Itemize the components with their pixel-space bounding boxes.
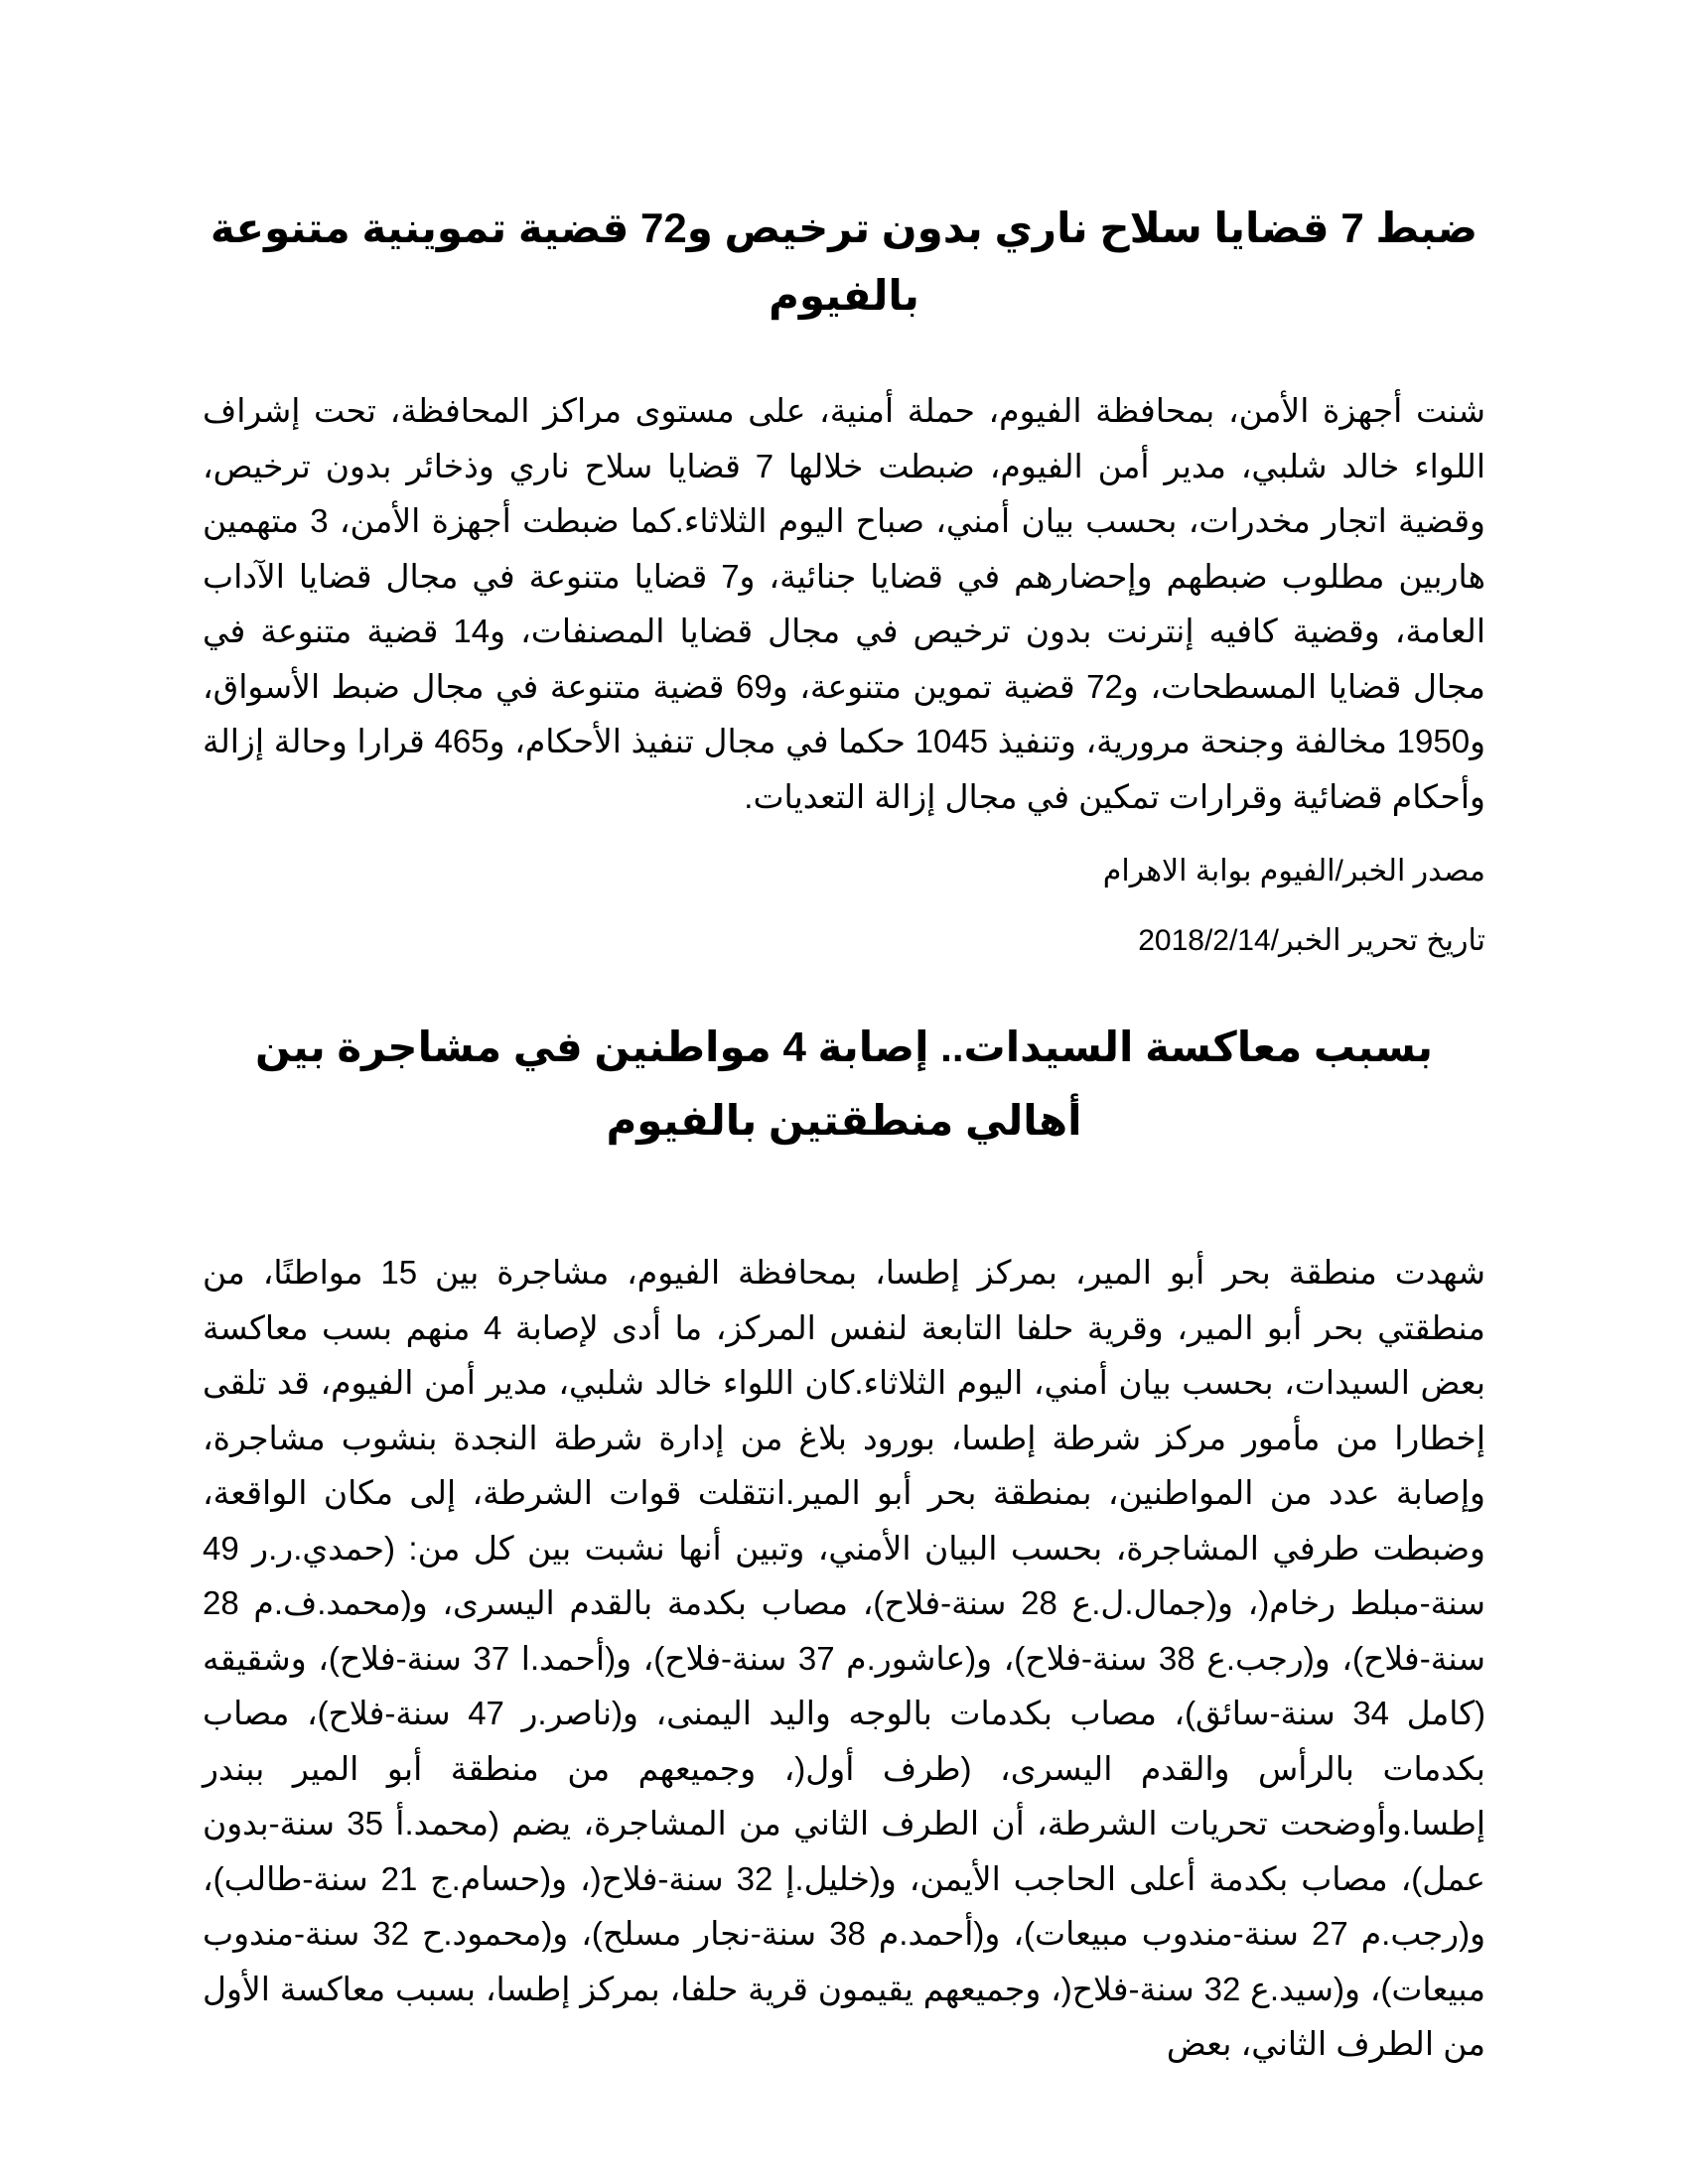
article-2-body: شهدت منطقة بحر أبو المير، بمركز إطسا، بمحافظة الفيوم، مشاجرة بين 15 مواطنًا، من منطقتي بحر أبو المير، وقرية حلفا التابعة لنفس المركز، ما أدى لإصابة 4 منهم بسب معاكسة بعض السيدات، بحسب بيان أمني، اليوم الثلاثاء.كان اللواء خالد شلبي، مدير أمن الفيوم، قد تلقى إخطارا من مأمور مركز شرطة إطسا، بورود بلاغ من إدارة شرطة النجدة بنشوب مشاجرة، وإصابة عدد من المواطنين، بمنطقة بحر أبو المير.انتقلت قوات الشرطة، إلى مكان الواقعة، وضبطت طرفي المشاجرة، بحسب البيان الأمني، وتبين أنها نشبت بين كل من: (حمدي.ر.ر 49 سنة-مبلط رخام(، و(جمال.ل.ع 28 سنة-فلاح)، مصاب بكدمة بالقدم اليسرى، و(محمد.ف.م 28 سنة-فلاح)، و(رجب.ع 38 سنة-فلاح)، و(عاشور.م 37 سنة-فلاح)، و(أحمد.ا 37 سنة-فلاح)، وشقيقه (كامل 34 سنة-سائق)، مصاب بكدمات بالوجه واليد اليمنى، و(ناصر.ر 47 سنة-فلاح)، مصاب بكدمات بالرأس والقدم اليسرى، (طرف أول(، وجميعهم من منطقة أبو المير ببندر إطسا.وأوضحت تحريات الشرطة، أن الطرف الثاني من المشاجرة، يضم (محمد.أ 35 سنة-بدون عمل)، مصاب بكدمة أعلى الحاجب الأيمن، و(خليل.إ 32 سنة-فلاح(، و(حسام.ج 21 سنة-طالب)، و(رجب.م 27 سنة-مندوب مبيعات)، و(أحمد.م 38 سنة-نجار مسلح)، و(محمود.ح 32 سنة-مندوب مبيعات)، و(سيد.ع 32 سنة-فلاح(، وجميعهم يقيمون قرية حلفا، بمركز إطسا، بسبب معاكسة الأول من الطرف الثاني، بعض [203, 1254, 1486, 2062]
article-1-date: تاريخ تحرير الخبر/2018/2/14 [1138, 924, 1485, 957]
article-1-headline: ضبط 7 قضايا سلاح ناري بدون ترخيص و72 قضية تموينية متنوعة بالفيوم [210, 205, 1478, 319]
article-1-body: شنت أجهزة الأمن، بمحافظة الفيوم، حملة أمنية، على مستوى مراكز المحافظة، تحت إشراف اللواء خالد شلبي، مدير أمن الفيوم، ضبطت خلالها 7 قضايا سلاح ناري وذخائر بدون ترخيص، وقضية اتجار مخدرات، بحسب بيان أمني، صباح اليوم الثلاثاء.كما ضبطت أجهزة الأمن، 3 متهمين هاربين مطلوب ضبطهم وإحضارهم في قضايا جنائية، و7 قضايا متنوعة في مجال قضايا الآداب العامة، وقضية كافيه إنترنت بدون ترخيص في مجال قضايا المصنفات، و14 قضية متنوعة في مجال قضايا المسطحات، و72 قضية تموين متنوعة، و69 قضية متنوعة في مجال ضبط الأسواق، و1950 مخالفة وجنحة مرورية، وتنفيذ 1045 حكما في مجال تنفيذ الأحكام، و465 قرارا وحالة إزالة وأحكام قضائية وقرارات تمكين في مجال إزالة التعديات. [203, 392, 1485, 815]
article-2-headline: بسبب معاكسة السيدات.. إصابة 4 مواطنين في مشاجرة بين أهالي منطقتين بالفيوم [255, 1024, 1433, 1144]
article-1-source: مصدر الخبر/الفيوم بوابة الاهرام [1102, 855, 1485, 887]
